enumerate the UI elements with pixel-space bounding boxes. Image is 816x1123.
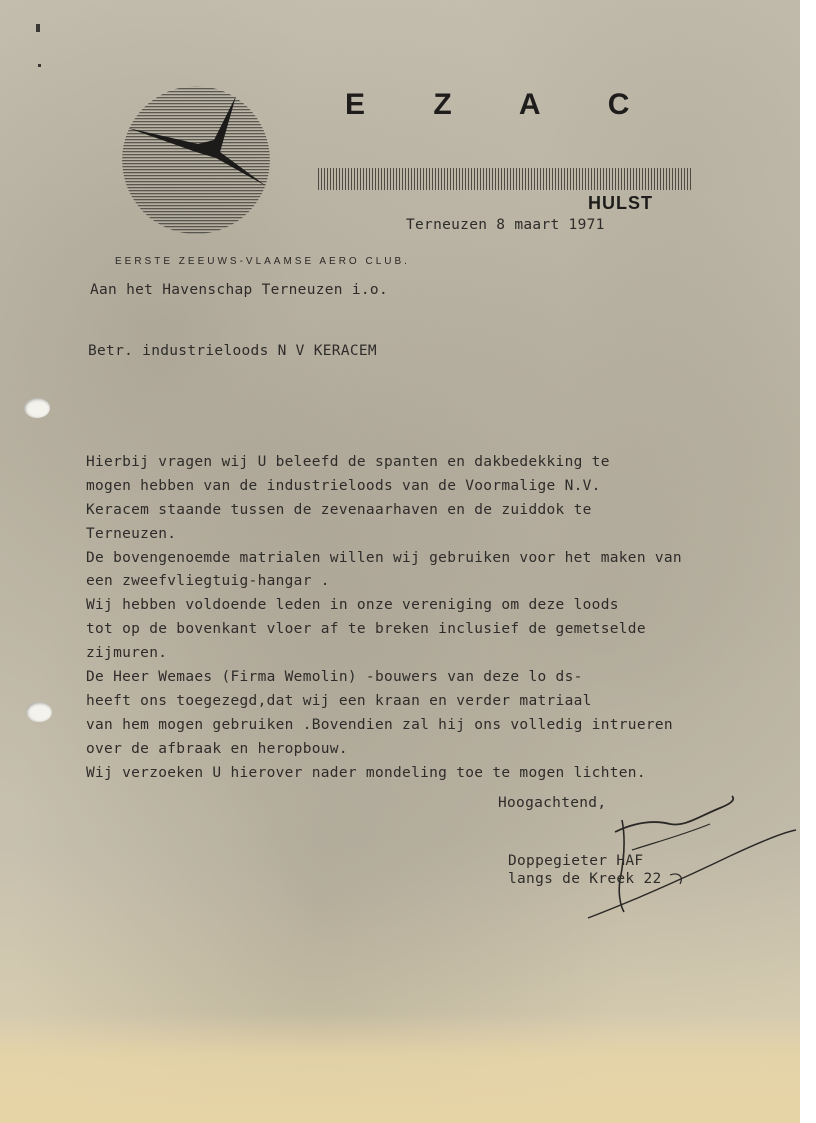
paper-bottom-band xyxy=(0,1013,800,1123)
body-line: Wij hebben voldoende leden in onze vereniging om deze loods xyxy=(86,597,619,614)
body-line: heeft ons toegezegd,dat wij een kraan en verder matriaal xyxy=(86,692,592,709)
body-line: Hierbij vragen wij U beleefd de spanten en dakbedekking te xyxy=(86,454,610,470)
recipient-line: Aan het Havenschap Terneuzen i.o. xyxy=(90,282,388,298)
sender-name: Doppegieter HAF xyxy=(508,853,644,869)
letterhead-tagline: EERSTE ZEEUWS-VLAAMSE AERO CLUB. xyxy=(115,256,410,267)
organization-name: E Z A C xyxy=(345,88,660,121)
edge-mark xyxy=(36,24,40,32)
closing-line: Hoogachtend, xyxy=(498,795,607,811)
date-line: Terneuzen 8 maart 1971 xyxy=(406,217,605,233)
body-line: Wij verzoeken U hierover nader mondeling toe te mogen lichten. xyxy=(86,764,646,781)
letterhead-rule xyxy=(318,168,692,190)
body-line: Keracem staande tussen de zevenaarhaven en de zuiddok te xyxy=(86,501,592,518)
aircraft-emblem-icon xyxy=(118,82,274,238)
body-line: De bovengenoemde matrialen willen wij gebruiken voor het maken van xyxy=(86,549,682,566)
punch-hole-bottom xyxy=(26,702,52,722)
letter-body xyxy=(86,451,766,785)
edge-mark xyxy=(38,64,41,67)
scan-margin xyxy=(800,0,816,1123)
sender-address: langs de Kreek 22 xyxy=(508,871,662,887)
body-line: zijmuren. xyxy=(86,645,168,662)
body-line: tot op de bovenkant vloer af te breken inclusief de gemetselde xyxy=(86,621,646,638)
body-line: mogen hebben van de industrieloods van de Voormalige N.V. xyxy=(86,477,601,494)
letterhead-city: HULST xyxy=(588,193,653,213)
body-line: een zweefvliegtuig-hangar . xyxy=(86,573,330,590)
subject-line: Betr. industrieloods N V KERACEM xyxy=(88,343,377,359)
body-line: van hem mogen gebruiken .Bovendien zal hij ons volledig intrueren xyxy=(86,716,673,733)
body-line: Terneuzen. xyxy=(86,525,177,542)
punch-hole-top xyxy=(24,398,50,418)
body-line: De Heer Wemaes (Firma Wemolin) -bouwers van deze lo ds- xyxy=(86,669,583,686)
body-line: over de afbraak en heropbouw. xyxy=(86,740,348,757)
